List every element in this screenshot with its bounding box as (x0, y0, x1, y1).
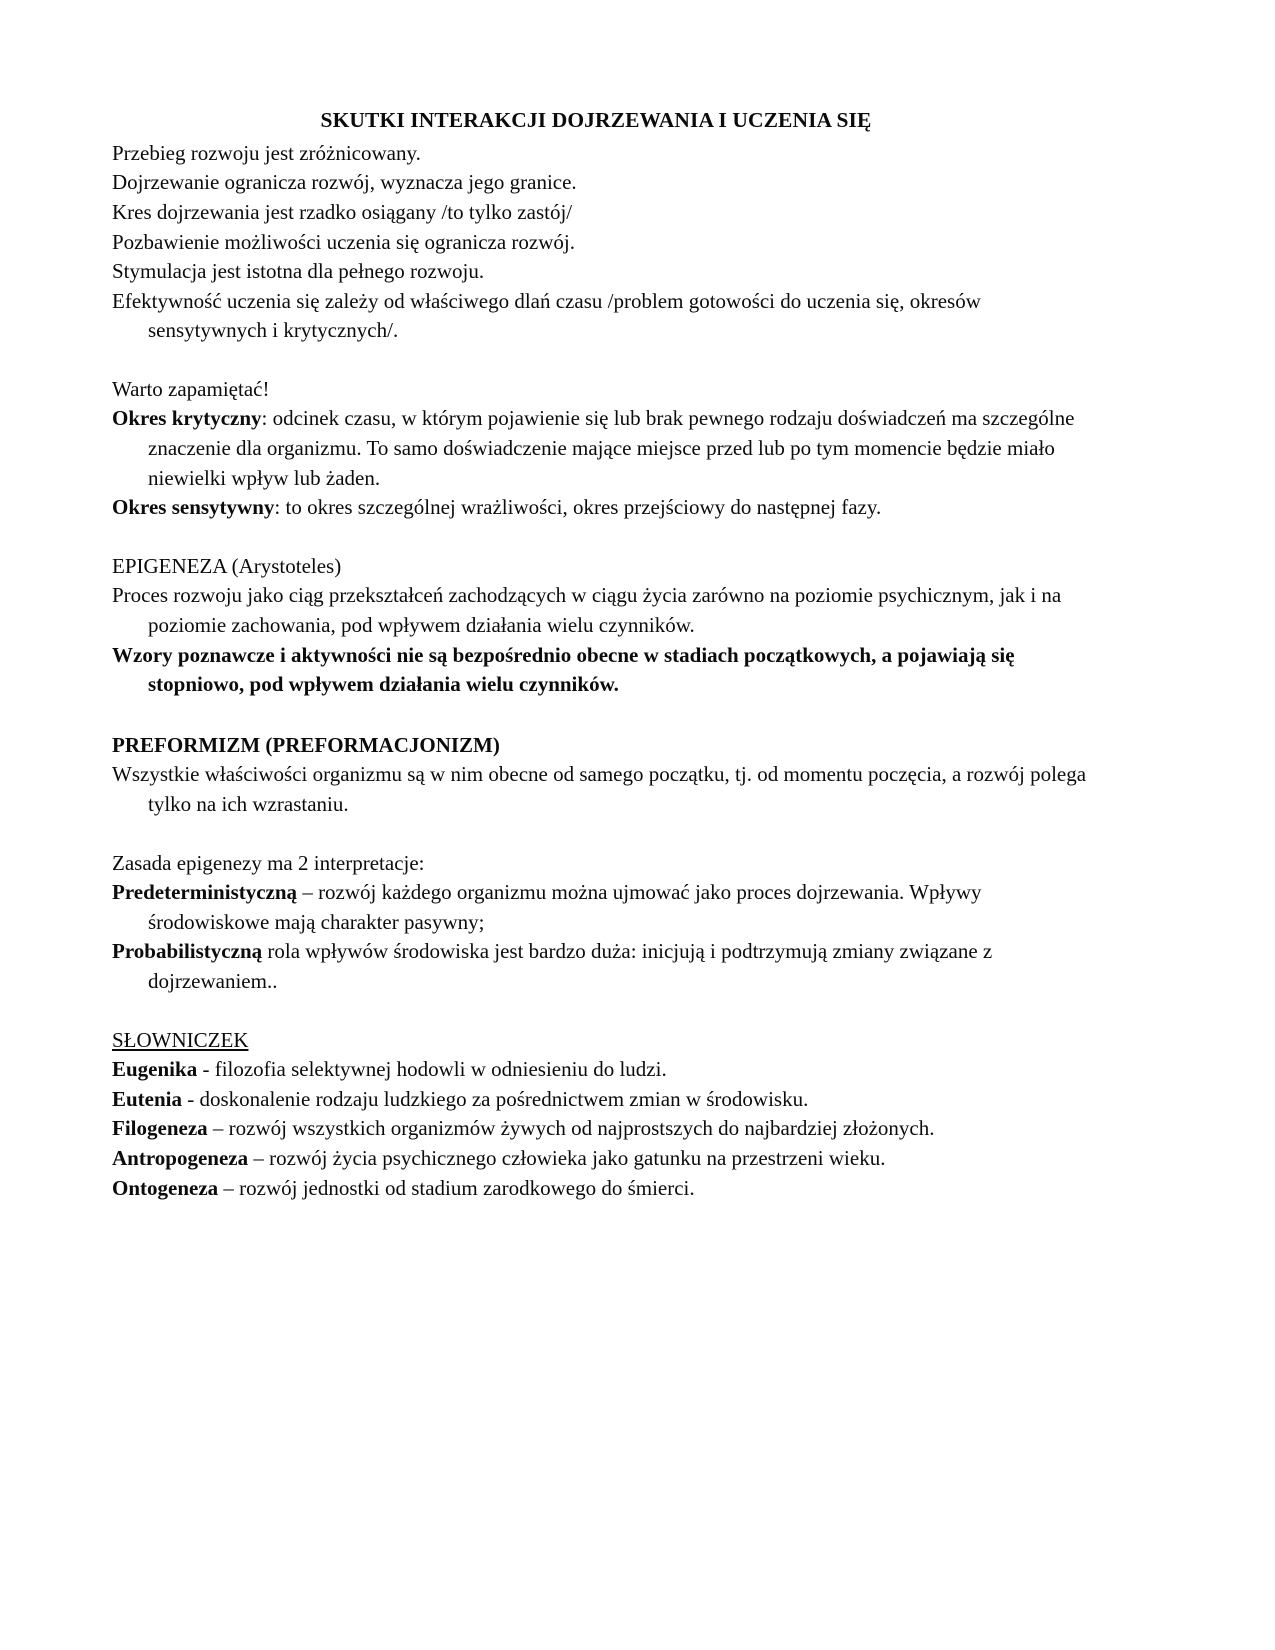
glossary-definition: – rozwój życia psychicznego człowieka jako gatunku na przestrzeni wieku. (248, 1145, 886, 1170)
glossary-definition: - doskonalenie rodzaju ludzkiego za pośrednictwem zmian w środowisku. (182, 1086, 809, 1111)
spacer (112, 346, 1062, 375)
glossary-heading: SŁOWNICZEK (112, 1027, 249, 1052)
epigeneza-paragraph: Proces rozwoju jako ciąg przekształceń zachodzących w ciągu życia zarówno na poziomie psychicznym, jak i na poziomie zachowania, pod wpływem działania wielu czynników. (112, 583, 1062, 638)
intro-line-3: Kres dojrzewania jest rzadko osiągany /to tylko zastój/ (112, 199, 573, 224)
definition-term: Okres sensytywny (112, 495, 275, 520)
intro-line-4: Pozbawienie możliwości uczenia się ogranicza rozwój. (112, 229, 575, 254)
definition-separator: : (274, 495, 286, 520)
intro-line-1: Przebieg rozwoju jest zróżnicowany. (112, 140, 421, 165)
definition-term: Okres krytyczny (112, 406, 262, 431)
glossary-entry-antropogeneza (112, 1144, 1062, 1174)
glossary-term: Ontogeneza (112, 1175, 219, 1200)
preformizm-heading: PREFORMIZM (PREFORMACJONIZM) (112, 732, 500, 757)
definition-text: odcinek czasu, w którym pojawienie się lub brak pewnego rodzaju doświadczeń ma szczególne znaczenie dla organizmu. To samo doświadczenie mające miejsce przed lub po tym momencie będzie miało niewielki wpływ lub żaden. (148, 406, 1075, 490)
interpretation-text: – rozwój każdego organizmu można ujmować jako proces dojrzewania. Wpływy środowiskowe mają charakter pasywny; (148, 880, 982, 934)
interpretation-term: Probabilistyczną (112, 939, 263, 964)
intro-line-2: Dojrzewanie ogranicza rozwój, wyznacza jego granice. (112, 170, 577, 195)
epigeneza-heading: EPIGENEZA (Arystoteles) (112, 553, 342, 578)
interpretation-text: rola wpływów środowiska jest bardzo duża: inicjują i podtrzymują zmiany związane z dojrzewaniem.. (148, 939, 993, 993)
document-body (112, 108, 1087, 1203)
definition-okres-sensytywny (112, 493, 1098, 523)
definition-text: to okres szczególnej wrażliwości, okres przejściowy do następnej fazy. (285, 495, 882, 520)
preformizm-paragraph: Wszystkie właściwości organizmu są w nim obecne od samego początku, tj. od momentu poczęcia, a rozwój polega tylko na ich wzrastaniu. (112, 762, 1087, 816)
interpretation-predeterministyczna (112, 878, 1098, 937)
definition-separator: : (261, 406, 273, 431)
effectiveness-paragraph: Efektywność uczenia się zależy od właściwego dlań czasu /problem gotowości do uczenia się, okresów sensytywnych i krytycznych/. (112, 288, 981, 343)
glossary-term: Filogeneza (112, 1116, 208, 1141)
glossary-definition: - filozofia selektywnej hodowli w odniesieniu do ludzi. (197, 1057, 667, 1082)
page-title: SKUTKI INTERAKCJI DOJRZEWANIA I UCZENIA SIĘ (320, 108, 872, 132)
glossary-heading-wrapper (112, 1026, 1062, 1056)
intro-line-5: Stymulacja jest istotna dla pełnego rozwoju. (112, 259, 485, 284)
spacer (112, 700, 1062, 731)
definition-okres-krytyczny (112, 404, 1098, 493)
spacer (112, 523, 1062, 552)
glossary-definition: – rozwój jednostki od stadium zarodkowego do śmierci. (218, 1175, 695, 1200)
glossary-term: Antropogeneza (112, 1145, 249, 1170)
glossary-entry-eutenia (112, 1085, 1062, 1115)
glossary-entry-filogeneza (112, 1114, 1062, 1144)
remember-label: Warto zapamiętać! (112, 376, 270, 401)
glossary-definition: – rozwój wszystkich organizmów żywych od najprostszych do najbardziej złożonych. (207, 1116, 935, 1141)
glossary-entry-ontogeneza (112, 1174, 1062, 1204)
glossary-term: Eutenia (112, 1086, 183, 1111)
interpretation-term: Predeterministyczną (112, 880, 298, 905)
glossary-entry-eugenika (112, 1055, 1062, 1085)
glossary-term: Eugenika (112, 1057, 198, 1082)
spacer (112, 820, 1062, 849)
spacer (112, 997, 1062, 1026)
interpretation-probabilistyczna (112, 937, 1098, 996)
interpretations-lead: Zasada epigenezy ma 2 interpretacje: (112, 850, 425, 875)
epigeneza-bold-paragraph: Wzory poznawcze i aktywności nie są bezpośrednio obecne w stadiach początkowych, a pojawiają się stopniowo, pod wpływem działania wielu czynników. (112, 642, 1015, 697)
